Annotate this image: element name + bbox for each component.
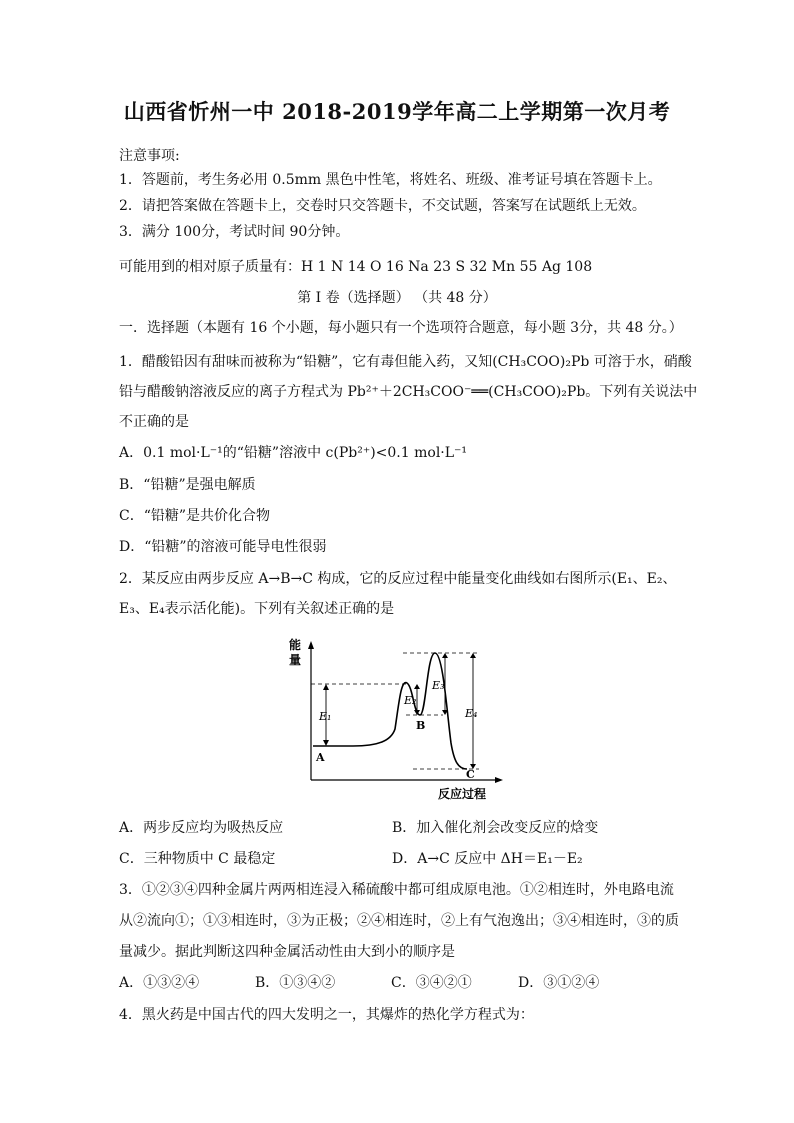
e3-label: E₃ [432, 679, 445, 692]
q1-option-a: A．0.1 mol·L⁻¹的“铅糖”溶液中 c(Pb²⁺)<0.1 mol·L⁻¹ [119, 445, 468, 461]
q3-stem-line: 从②流向①；①③相连时，③为正极；②④相连时，②上有气泡逸出；③④相连时，③的质 [119, 913, 679, 929]
y-axis-label-2: 量 [289, 653, 302, 667]
x-axis-arrow [495, 777, 503, 783]
energy-profile-diagram [283, 633, 513, 805]
y-axis-label-1: 能 [289, 638, 302, 652]
q1-option-d: D．“铅糖”的溶液可能导电性很弱 [119, 539, 327, 555]
q2-option-d: D．A→C 反应中 ΔH＝E₁－E₂ [392, 851, 583, 867]
q4-stem-line: 4．黑火药是中国古代的四大发明之一，其爆炸的热化学方程式为： [119, 1007, 534, 1023]
notice-item: 3．满分 100分，考试时间 90分钟。 [119, 224, 350, 240]
notice-item: 1．答题前，考生务必用 0.5mm 黑色中性笔，将姓名、班级、准考证号填在答题卡上。 [119, 172, 662, 188]
q2-stem-line: E₃、E₄表示活化能)。下列有关叙述正确的是 [119, 601, 395, 617]
point-c-label: C [466, 768, 475, 781]
q1-stem-line: 铅与醋酸钠溶液反应的离子方程式为 Pb²⁺＋2CH₃COO⁻══(CH₃COO)₂Pb。下列有关说法中 [119, 384, 698, 400]
notice-item: 2．请把答案做在答题卡上，交卷时只交答题卡，不交试题，答案写在试题纸上无效。 [119, 198, 646, 214]
q2-stem-line: 2．某反应由两步反应 A→B→C 构成，它的反应过程中能量变化曲线如右图所示(E₁、E₂、 [119, 571, 677, 587]
page-title: 山西省忻州一中 2018-2019学年高二上学期第一次月考 [123, 99, 671, 124]
q3-option-b: B．①③④② [255, 975, 336, 991]
q1-stem-line: 不正确的是 [119, 414, 189, 430]
e1-label: E₁ [319, 710, 332, 723]
notice-heading: 注意事项: [119, 148, 180, 164]
q2-option-b: B．加入催化剂会改变反应的焓变 [392, 820, 599, 836]
section-title: 第 I 卷（选择题） （共 48 分） [297, 290, 497, 306]
q1-stem-line: 1．醋酸铅因有甜味而被称为“铅糖”，它有毒但能入药，又知(CH₃COO)₂Pb 可溶于水，硝酸 [119, 354, 692, 370]
q2-option-c: C．三种物质中 C 最稳定 [119, 851, 276, 867]
q2-option-a: A．两步反应均为吸热反应 [119, 820, 284, 836]
q1-option-b: B．“铅糖”是强电解质 [119, 477, 256, 493]
y-axis-arrow [308, 641, 314, 649]
atomic-masses: 可能用到的相对原子质量有：H 1 N 14 O 16 Na 23 S 32 Mn 55 Ag 108 [119, 259, 593, 275]
q3-option-c: C．③④②① [391, 975, 472, 991]
q3-option-d: D．③①②④ [518, 975, 600, 991]
e4-label: E₄ [465, 707, 478, 720]
point-a-label: A [316, 751, 325, 764]
q3-stem-line: 量减少。据此判断这四种金属活动性由大到小的顺序是 [119, 944, 455, 960]
q3-stem-line: 3．①②③④四种金属片两两相连浸入稀硫酸中都可组成原电池。①②相连时，外电路电流 [119, 882, 674, 898]
q3-option-a: A．①③②④ [119, 975, 200, 991]
x-axis-label: 反应过程 [438, 787, 487, 801]
point-b-label: B [416, 719, 426, 732]
part-heading: 一．选择题（本题有 16 个小题，每小题只有一个选项符合题意，每小题 3分，共 48 分。） [119, 320, 683, 336]
e2-label: E₂ [404, 694, 417, 707]
q1-option-c: C．“铅糖”是共价化合物 [119, 508, 271, 524]
